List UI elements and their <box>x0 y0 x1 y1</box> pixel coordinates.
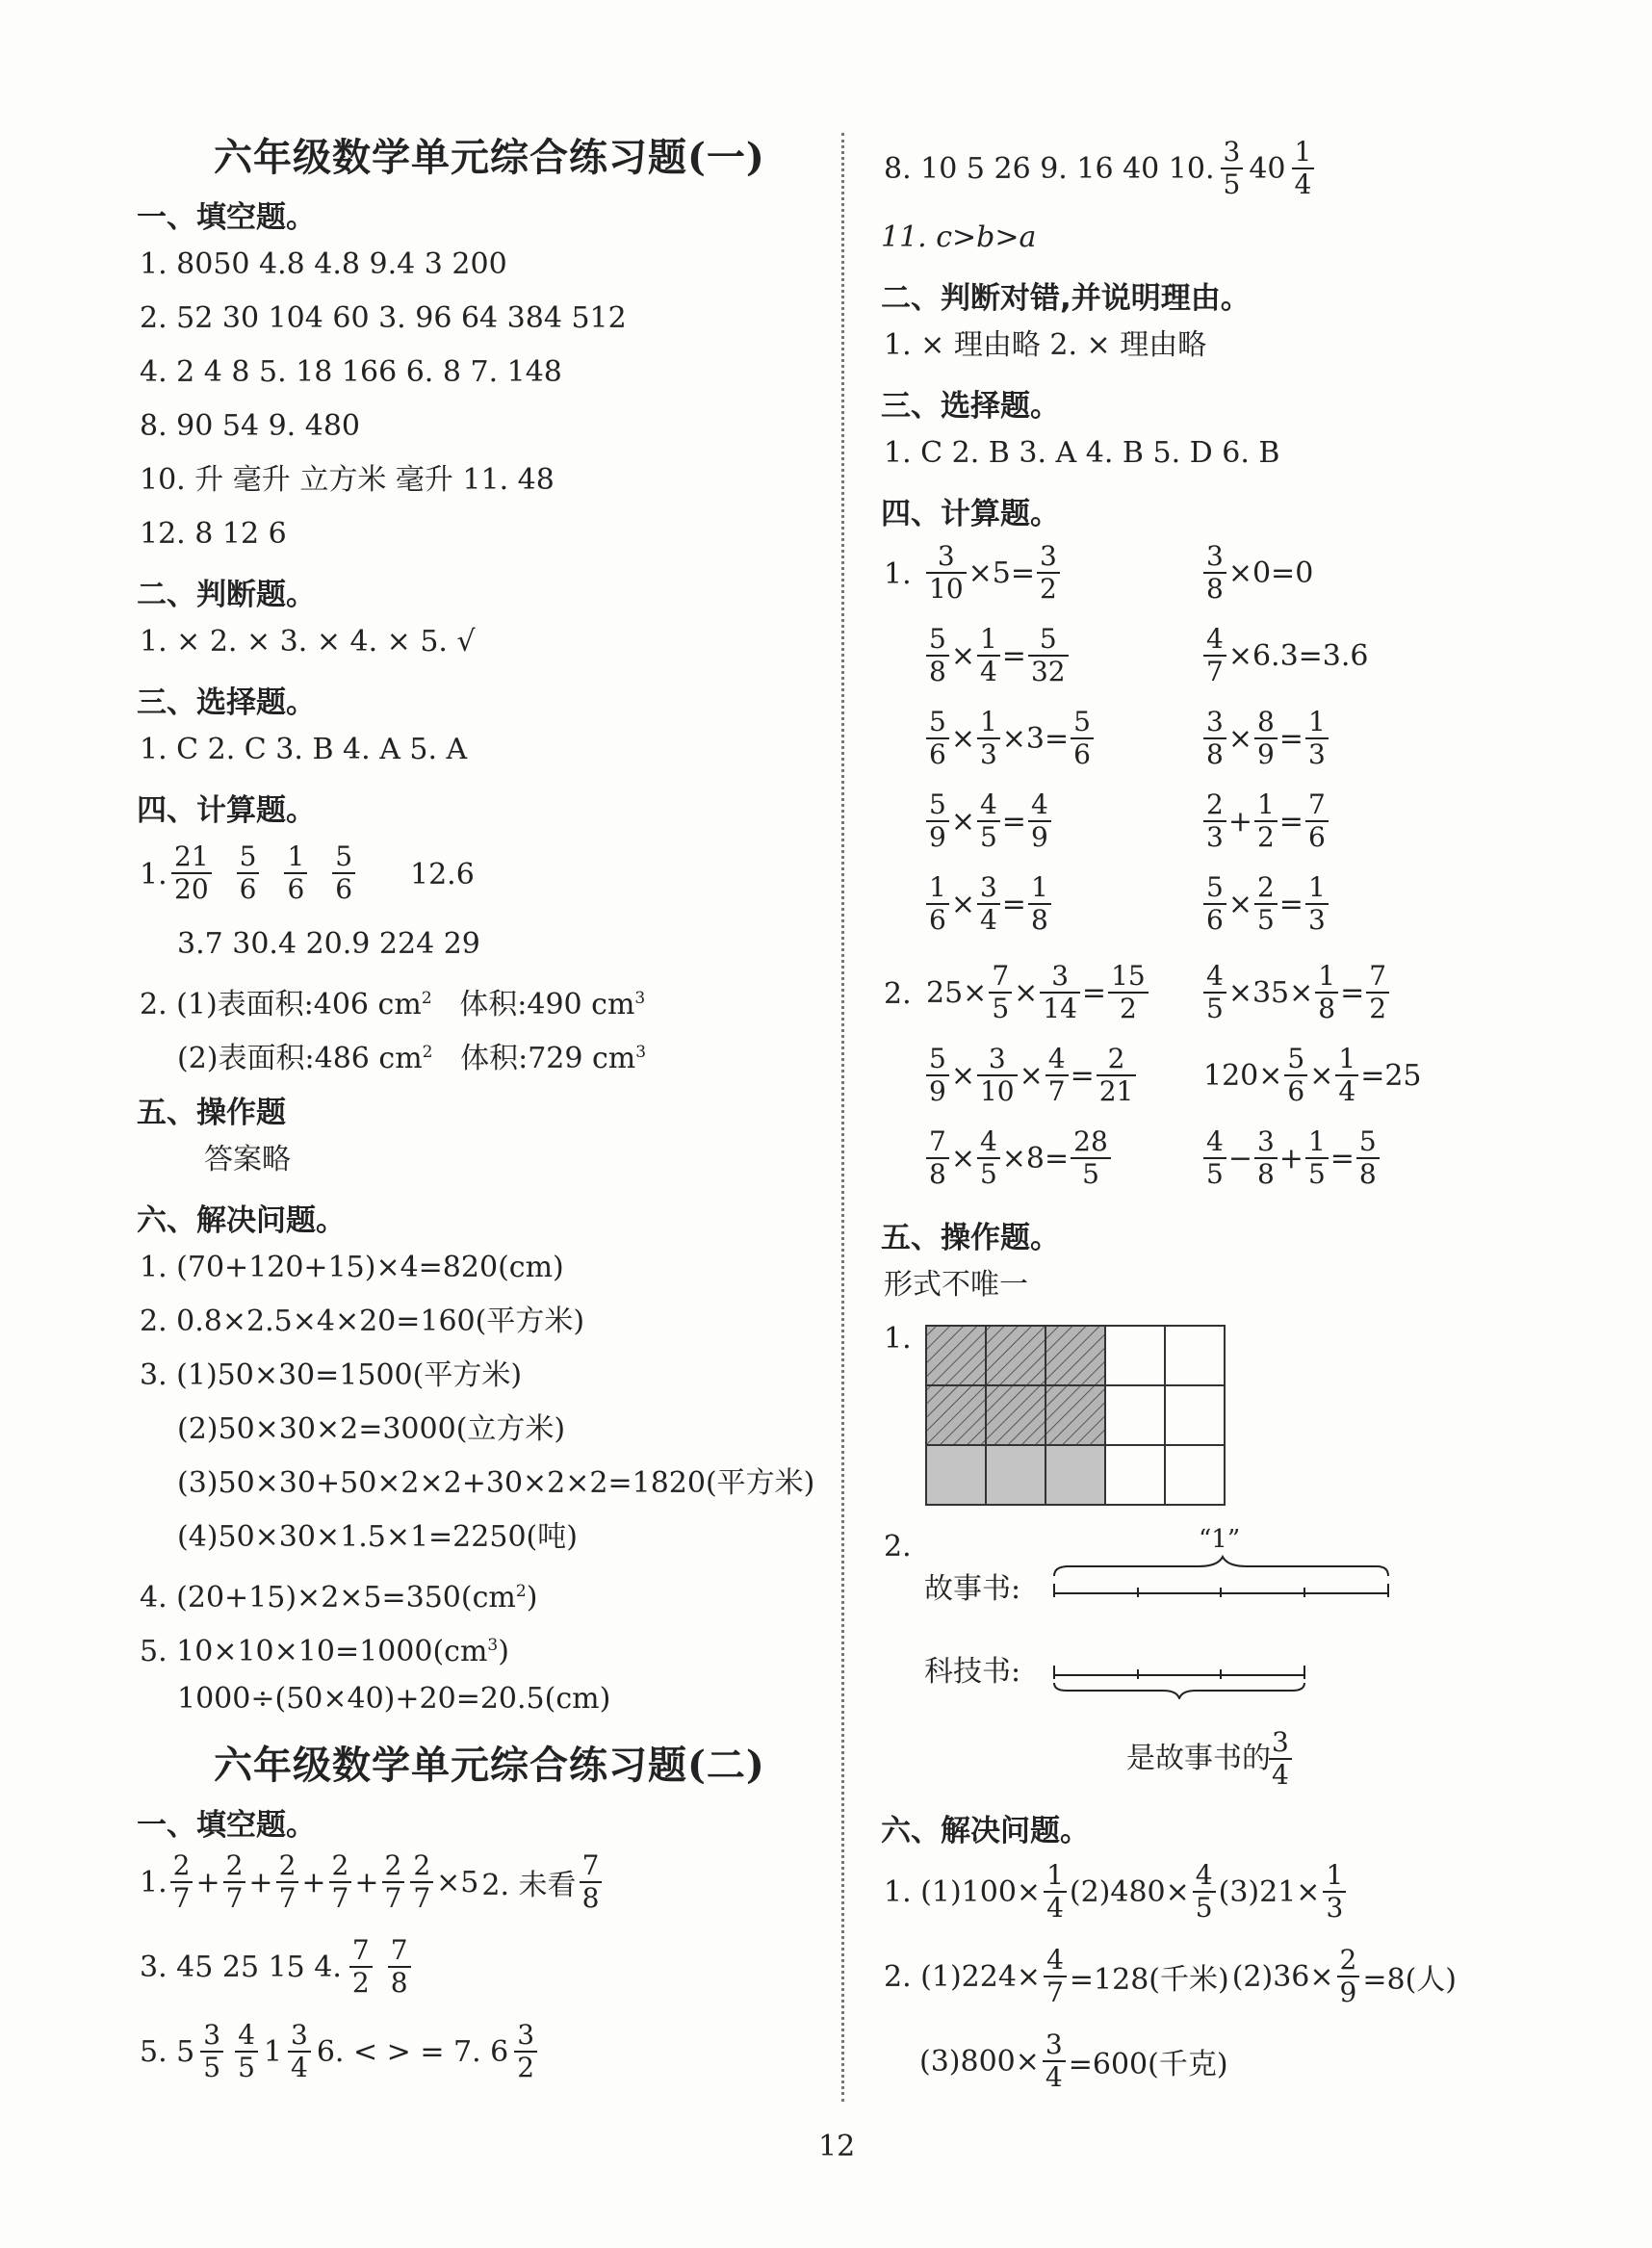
answer-line: 1. × 理由略 2. × 理由略 <box>884 328 1207 362</box>
fraction: $\frac{1}{3}$ <box>977 707 1000 770</box>
answer-line: 1. C 2. C 3. B 4. A 5. A <box>140 733 468 766</box>
section-heading: 四、计算题。 <box>881 497 1060 531</box>
equation <box>1203 622 1369 689</box>
answer-line: 3. (1)50×30=1500(平方米) <box>140 1358 523 1392</box>
fraction: 21 20 <box>171 841 212 905</box>
equation <box>1203 788 1329 855</box>
expr-text: = <box>1278 887 1304 921</box>
answer-line: 8. 90 54 9. 480 <box>140 409 360 443</box>
section-heading: 五、操作题。 <box>881 1221 1060 1255</box>
fraction: $\frac{1}{4}$ <box>1335 1044 1358 1107</box>
expr-text: × <box>950 1058 975 1093</box>
problem-line <box>884 1943 1457 2010</box>
worksheet-title-1: 六年级数学单元综合练习题(一) <box>214 135 765 180</box>
fill-answer-row-1 <box>140 1848 602 1916</box>
answer-line: (2)50×30×2=3000(立方米) <box>177 1412 566 1446</box>
equation <box>1203 539 1313 607</box>
answer-line: 2. 0.8×2.5×4×20=160(平方米) <box>140 1305 585 1338</box>
expr-text: 5. 5 <box>140 2034 195 2069</box>
equation <box>926 788 1051 855</box>
answer-line: 4. 2 4 8 5. 18 166 6. 8 7. 148 <box>140 355 562 389</box>
fraction: $\frac{2}{7}$ <box>410 1850 433 1914</box>
fraction: $\frac{1}{3}$ <box>1305 872 1329 936</box>
fraction: 5 6 <box>332 841 355 905</box>
answer-line: 答案略 <box>204 1143 291 1176</box>
fraction: $\frac{1}{4}$ <box>1044 1860 1067 1924</box>
expr-text: =25 <box>1360 1058 1422 1093</box>
expr-text: × <box>1014 975 1039 1010</box>
calc-label: 1. <box>140 858 168 891</box>
answer-line: 12. 8 12 6 <box>140 517 287 551</box>
fraction: $\frac{7}{5}$ <box>989 961 1012 1024</box>
answer-line: 1. × 2. × 3. × 4. × 5. √ <box>140 625 476 659</box>
page-number: 12 <box>818 2130 856 2163</box>
equation <box>926 870 1051 938</box>
equation <box>926 959 1149 1026</box>
expr-text: + <box>354 1865 379 1899</box>
answer-line: 5. $10\times 10\times 10=1000(cm^3)$ <box>140 1635 509 1668</box>
fraction: $\frac{4}{5}$ <box>1203 961 1226 1024</box>
calc-label: 1. <box>884 557 912 591</box>
expr-text: =128(千米) <box>1069 1963 1229 1997</box>
fraction: $\frac{8}{9}$ <box>1254 707 1278 770</box>
fraction: $\frac{2}{21}$ <box>1097 1044 1137 1107</box>
equation <box>1203 705 1329 772</box>
expr-text: × <box>950 1141 975 1176</box>
expr-text: = <box>1001 887 1026 921</box>
expr-text: (2)480× <box>1069 1874 1190 1909</box>
answer-line: 1. 8050 4.8 4.8 9.4 3 200 <box>140 247 507 281</box>
answer-line: 2. (1)表面积:406 $cm^2$ 体积:490 $cm^3$ <box>140 988 646 1021</box>
fraction: 3 4 <box>1269 1727 1292 1791</box>
equation <box>1203 870 1329 938</box>
section-heading: 一、填空题。 <box>137 1808 316 1843</box>
fraction: $\frac{5}{6}$ <box>1284 1044 1307 1107</box>
equation <box>926 705 1094 772</box>
fraction: $\frac{1}{8}$ <box>1315 961 1338 1024</box>
calc-label: 1. <box>884 1322 912 1356</box>
fraction: $\frac{4}{7}$ <box>1203 624 1226 687</box>
fraction: 2 3 <box>1203 789 1226 853</box>
expr-text: + <box>1278 1141 1304 1176</box>
expr-text: ×6.3=3.6 <box>1227 638 1369 673</box>
unit-label: “1” <box>1199 1525 1241 1554</box>
fraction: $\frac{1}{4}$ <box>977 624 1000 687</box>
answer-line: (2)表面积:486 $cm^2$ 体积:729 $cm^3$ <box>177 1042 647 1075</box>
expr-text: × <box>1019 1058 1044 1093</box>
fraction: $\frac{1}{8}$ <box>1028 872 1051 936</box>
science-fraction <box>1269 1725 1292 1793</box>
fraction: 3 2 <box>514 2020 537 2083</box>
equation <box>926 539 1060 607</box>
problem-line <box>884 1858 1346 1925</box>
fraction: $\frac{5}{8}$ <box>1356 1126 1380 1190</box>
equation <box>1203 959 1389 1026</box>
answer-line: 10. 升 毫升 立方米 毫升 11. 48 <box>140 463 555 497</box>
expr-text: − <box>1227 1141 1252 1176</box>
fraction: $\frac{4}{9}$ <box>1028 789 1051 853</box>
fraction: 7 2 <box>349 1935 373 1999</box>
fraction: $\frac{3}{4}$ <box>977 872 1000 936</box>
expr-text: (2)36× <box>1231 1959 1334 1994</box>
expr-text: + <box>301 1865 326 1899</box>
fraction: $\frac{4}{5}$ <box>977 1126 1000 1190</box>
expr-text: × <box>950 887 975 921</box>
fraction: $\frac{2}{7}$ <box>329 1850 352 1914</box>
fraction: $\frac{5}{32}$ <box>1028 624 1069 687</box>
grey-region <box>926 1445 1105 1505</box>
calc-fraction-row <box>171 840 355 907</box>
fraction: $\frac{7}{8}$ <box>926 1126 949 1190</box>
fill-answer-row-2 <box>140 1933 411 2001</box>
fraction: 7 8 <box>388 1935 411 1999</box>
worksheet-title-2: 六年级数学单元综合练习题(二) <box>214 1743 765 1788</box>
section-heading: 二、判断对错,并说明理由。 <box>881 281 1251 316</box>
expr-text: 6. < > = 7. 6 <box>316 2034 509 2069</box>
fraction: $\frac{3}{4}$ <box>1043 2029 1066 2093</box>
answer-line: 4. $(20+15)\times 2\times 5=350(cm^2)$ <box>140 1581 538 1615</box>
calc-value: 12.6 <box>410 858 475 891</box>
fraction: $\frac{3}{8}$ <box>1203 541 1226 605</box>
fraction: $\frac{1}{2}$ <box>1254 789 1278 853</box>
fraction: $\frac{2}{5}$ <box>1254 872 1278 936</box>
expr-text: = <box>1278 804 1304 839</box>
segment-diagram <box>1049 1555 1396 1699</box>
expr-text: ×3= <box>1001 721 1070 756</box>
fraction: $\frac{5}{8}$ <box>926 624 949 687</box>
expr-text: 1. (1)100× <box>884 1874 1042 1909</box>
expr-text: + <box>1227 804 1252 839</box>
fraction: $\frac{1}{3}$ <box>1305 707 1329 770</box>
expr-text: 2. 未看 <box>481 1869 577 1902</box>
fraction: $\frac{3}{2}$ <box>1037 541 1060 605</box>
fraction: $\frac{5}{6}$ <box>926 707 949 770</box>
equation <box>1203 1124 1380 1192</box>
fraction: $\frac{2}{7}$ <box>223 1850 246 1914</box>
expr-text: 8. 10 5 26 9. 16 40 10. <box>884 151 1215 186</box>
fraction: 3 4 <box>288 2020 311 2083</box>
answer-line: 1. C 2. B 3. A 4. B 5. D 6. B <box>884 436 1280 470</box>
answer-line: 1. (70+120+15)×4=820(cm) <box>140 1251 564 1284</box>
fraction: 2 7 <box>170 1850 194 1914</box>
answer-line: 1000÷(50×40)+20=20.5(cm) <box>177 1682 611 1716</box>
fraction: $\frac{4}{7}$ <box>1044 1945 1067 2008</box>
fraction: $\frac{4}{5}$ <box>1193 1860 1216 1924</box>
fraction: $\frac{1}{3}$ <box>1323 1860 1346 1924</box>
answer-line: 11. c>b>a <box>881 220 1037 254</box>
expr-text: 1. <box>140 1865 168 1899</box>
expr-text: ×5= <box>968 556 1036 590</box>
calc-label: 2. <box>884 977 912 1011</box>
fraction: $\frac{5}{6}$ <box>1203 872 1226 936</box>
expr-text: × <box>950 804 975 839</box>
fill-answer-row-3 <box>140 2018 537 2085</box>
fraction: $\frac{28}{5}$ <box>1071 1126 1111 1190</box>
story-label: 故事书: <box>924 1572 1021 1606</box>
expr-text: =600(千克) <box>1068 2048 1228 2081</box>
fraction: $\frac{3}{10}$ <box>926 541 967 605</box>
fraction: $\frac{2}{7}$ <box>276 1850 299 1914</box>
fraction: $\frac{5}{9}$ <box>926 1044 949 1107</box>
brace-top <box>1054 1557 1388 1576</box>
calc-label: 2. <box>884 1530 912 1563</box>
fraction: 7 8 <box>580 1850 603 1914</box>
expr-text: = <box>1070 1058 1095 1093</box>
section-heading: 二、判断题。 <box>137 578 316 612</box>
expr-text: 3. 45 25 15 4. <box>140 1950 342 1984</box>
section-heading: 一、填空题。 <box>137 200 316 235</box>
fraction: $\frac{3}{14}$ <box>1040 961 1080 1024</box>
expr-text: × <box>950 721 975 756</box>
expr-text: = <box>1340 975 1365 1010</box>
expr-text: 25× <box>926 975 988 1010</box>
answer-line: (3)50×30+50×2×2+30×2×2=1820(平方米) <box>177 1466 815 1500</box>
fraction: $\frac{7}{6}$ <box>1305 789 1329 853</box>
column-divider <box>841 133 844 2102</box>
fraction: $\frac{15}{2}$ <box>1108 961 1149 1024</box>
fraction: $\frac{3}{8}$ <box>1203 707 1226 770</box>
brace-bottom <box>1054 1683 1304 1698</box>
equation <box>926 622 1069 689</box>
fraction: $\frac{7}{2}$ <box>1366 961 1389 1024</box>
answer-line: 3.7 30.4 20.9 224 29 <box>177 927 480 961</box>
expr-text: = <box>1329 1141 1355 1176</box>
section-heading: 六、解决问题。 <box>881 1814 1090 1848</box>
fraction: $\frac{3}{8}$ <box>1254 1126 1278 1190</box>
section-heading: 三、选择题。 <box>881 389 1060 424</box>
science-note: 是故事书的 <box>1126 1742 1271 1775</box>
fraction: 4 5 <box>235 2020 258 2083</box>
fraction: 1 6 <box>284 841 307 905</box>
fraction: $\frac{3}{10}$ <box>977 1044 1018 1107</box>
expr-text: (3)800× <box>919 2044 1040 2079</box>
section-heading: 五、操作题 <box>137 1096 286 1130</box>
fraction: $\frac{2}{7}$ <box>382 1850 405 1914</box>
science-label: 科技书: <box>924 1655 1021 1689</box>
expr-text: 40 <box>1249 151 1286 186</box>
fraction: $\frac{5}{9}$ <box>926 789 949 853</box>
shaded-grid-diagram <box>924 1324 1232 1512</box>
expr-text: × <box>1227 721 1252 756</box>
answer-line: 2. 52 30 104 60 3. 96 64 384 512 <box>140 301 627 335</box>
expr-text: = <box>1278 721 1304 756</box>
equation <box>1203 1042 1422 1109</box>
expr-text: = <box>1001 804 1026 839</box>
section-heading: 三、选择题。 <box>137 685 316 720</box>
expr-text: + <box>195 1865 220 1899</box>
fraction: $\frac{5}{6}$ <box>1071 707 1094 770</box>
expr-text: 1 <box>263 2034 282 2069</box>
section-heading: 六、解决问题。 <box>137 1203 346 1238</box>
fraction: $\frac{1}{6}$ <box>926 872 949 936</box>
problem-line <box>919 2028 1228 2095</box>
fraction: 1 4 <box>1292 137 1315 200</box>
expr-text: = <box>1001 638 1026 673</box>
expr-text: + <box>248 1865 273 1899</box>
expr-text: × <box>950 638 975 673</box>
expr-text: = <box>1081 975 1107 1010</box>
expr-text: × <box>1309 1058 1334 1093</box>
fraction: $\frac{1}{5}$ <box>1305 1126 1329 1190</box>
fraction: 5 6 <box>237 841 260 905</box>
expr-text: ×0=0 <box>1227 556 1314 590</box>
answer-line <box>884 135 1314 202</box>
expr-text: (3)21× <box>1218 1874 1321 1909</box>
fraction: $\frac{4}{5}$ <box>977 789 1000 853</box>
equation <box>926 1124 1111 1192</box>
fraction: 3 5 <box>1221 137 1244 200</box>
expr-text: ×5 <box>436 1865 479 1899</box>
section-heading: 四、计算题。 <box>137 793 316 828</box>
expr-text: =8(人) <box>1362 1963 1457 1997</box>
expr-text: 2. (1)224× <box>884 1959 1042 1994</box>
expr-text: ×35× <box>1227 975 1314 1010</box>
fraction: 4 5 <box>1203 1126 1226 1190</box>
expr-text: ×8= <box>1001 1141 1070 1176</box>
equation <box>926 1042 1136 1109</box>
expr-text: × <box>1227 887 1252 921</box>
answer-line: (4)50×30×1.5×1=2250(吨) <box>177 1520 578 1554</box>
answer-line: 形式不唯一 <box>884 1268 1028 1302</box>
fraction: $\frac{2}{9}$ <box>1337 1945 1360 2008</box>
expr-text: 120× <box>1203 1058 1283 1093</box>
fraction: 3 5 <box>200 2020 223 2083</box>
fraction: $\frac{4}{7}$ <box>1045 1044 1069 1107</box>
